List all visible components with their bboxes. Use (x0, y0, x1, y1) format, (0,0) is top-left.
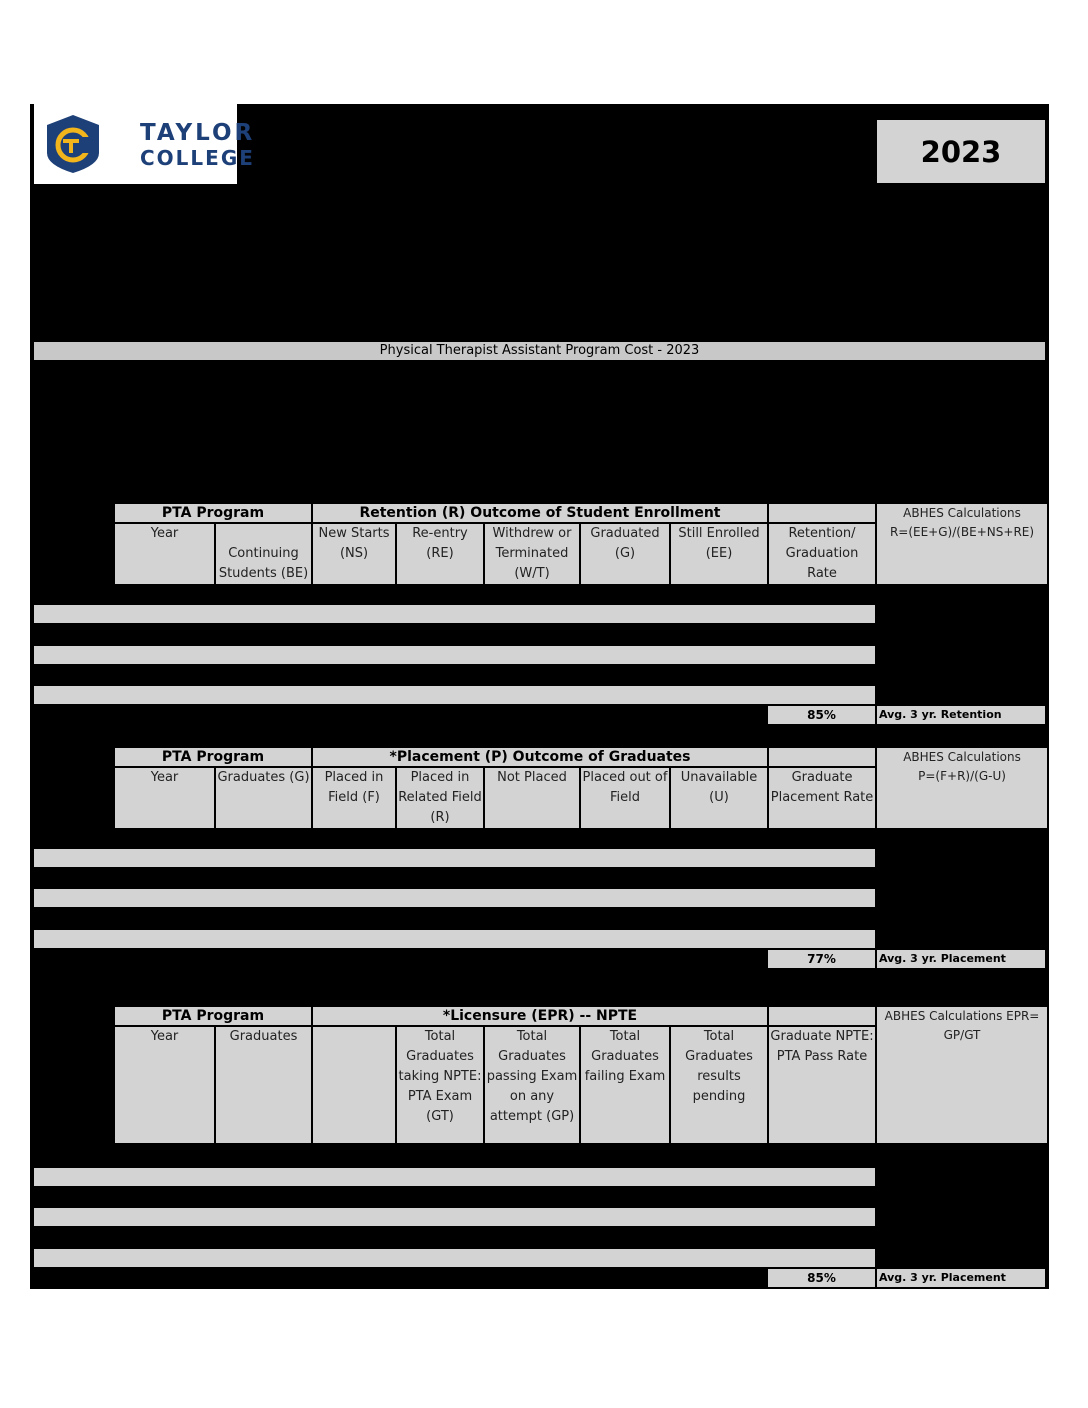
retention-col-withdrew: Withdrew or Terminated (W/T) (484, 523, 580, 585)
retention-avg-value: 85% (768, 706, 875, 724)
retention-title: Retention (R) Outcome of Student Enrollment (312, 503, 768, 523)
placement-col-rate: Graduate Placement Rate (768, 767, 876, 829)
placement-col-placed-out: Placed out of Field (580, 767, 670, 829)
licensure-col-year: Year (114, 1026, 215, 1144)
licensure-col-pending: Total Graduates results pending (670, 1026, 768, 1144)
placement-program-header: PTA Program (114, 747, 312, 767)
placement-table (113, 746, 1049, 830)
taylor-college-logo (34, 104, 256, 184)
retention-row-1 (34, 605, 875, 623)
placement-abhes-title: ABHES Calculations (903, 750, 1021, 764)
placement-avg-label: Avg. 3 yr. Placement (877, 950, 1045, 968)
licensure-abhes-cell (876, 1006, 1048, 1144)
licensure-title: *Licensure (EPR) -- NPTE (312, 1006, 768, 1026)
retention-row-3 (34, 686, 875, 704)
retention-col-year: Year (114, 523, 215, 585)
placement-col-not-placed: Not Placed (484, 767, 580, 829)
licensure-col-blank (312, 1026, 396, 1144)
licensure-table (113, 1005, 1049, 1145)
placement-title: *Placement (P) Outcome of Graduates (312, 747, 768, 767)
retention-col-new-starts: New Starts (NS) (312, 523, 396, 585)
retention-abhes-cell (876, 503, 1048, 585)
licensure-abhes-title: ABHES Calculations EPR= (884, 1009, 1040, 1023)
retention-program-header: PTA Program (114, 503, 312, 523)
placement-row-2 (34, 889, 875, 907)
licensure-row-3 (34, 1249, 875, 1267)
placement-col-placed-related: Placed in Related Field (R) (396, 767, 484, 829)
licensure-avg-label: Avg. 3 yr. Placement (877, 1269, 1045, 1287)
program-cost-title: Physical Therapist Assistant Program Cost - 2023 (34, 342, 1045, 360)
licensure-col-rate: Graduate NPTE: PTA Pass Rate (768, 1026, 876, 1144)
licensure-avg-value: 85% (768, 1269, 875, 1287)
placement-abhes-cell (876, 747, 1048, 829)
licensure-row-1 (34, 1168, 875, 1186)
licensure-row-2 (34, 1208, 875, 1226)
retention-abhes-title: ABHES Calculations (903, 506, 1021, 520)
logo-text-taylor: TAYLOR (140, 120, 256, 146)
placement-col-graduates: Graduates (G) (215, 767, 312, 829)
licensure-abhes-formula: GP/GT (943, 1028, 981, 1042)
retention-col-rate: Retention/ Graduation Rate (768, 523, 876, 585)
retention-avg-label: Avg. 3 yr. Retention (877, 706, 1045, 724)
placement-abhes-formula: P=(F+R)/(G-U) (918, 769, 1006, 783)
report-year: 2023 (877, 120, 1045, 183)
placement-col-year: Year (114, 767, 215, 829)
placement-row-3 (34, 930, 875, 948)
retention-col-still-enrolled: Still Enrolled (EE) (670, 523, 768, 585)
licensure-col-failing: Total Graduates failing Exam (580, 1026, 670, 1144)
retention-table (113, 502, 1049, 586)
placement-col-placed-field: Placed in Field (F) (312, 767, 396, 829)
retention-abhes-formula: R=(EE+G)/(BE+NS+RE) (889, 525, 1035, 539)
retention-col-continuing: Continuing Students (BE) (215, 523, 312, 585)
licensure-col-graduates: Graduates (215, 1026, 312, 1144)
logo-text-college: COLLEGE (140, 146, 255, 170)
retention-blank-header (768, 503, 876, 523)
licensure-col-taking: Total Graduates taking NPTE: PTA Exam (GT) (396, 1026, 484, 1144)
licensure-col-passing: Total Graduates passing Exam on any attempt (GP) (484, 1026, 580, 1144)
retention-col-graduated: Graduated (G) (580, 523, 670, 585)
retention-row-2 (34, 646, 875, 664)
shield-emblem-icon (43, 113, 103, 175)
licensure-program-header: PTA Program (114, 1006, 312, 1026)
retention-col-reentry: Re-entry (RE) (396, 523, 484, 585)
placement-blank-header (768, 747, 876, 767)
placement-row-1 (34, 849, 875, 867)
licensure-blank-header (768, 1006, 876, 1026)
placement-avg-value: 77% (768, 950, 875, 968)
placement-col-unavailable: Unavailable (U) (670, 767, 768, 829)
